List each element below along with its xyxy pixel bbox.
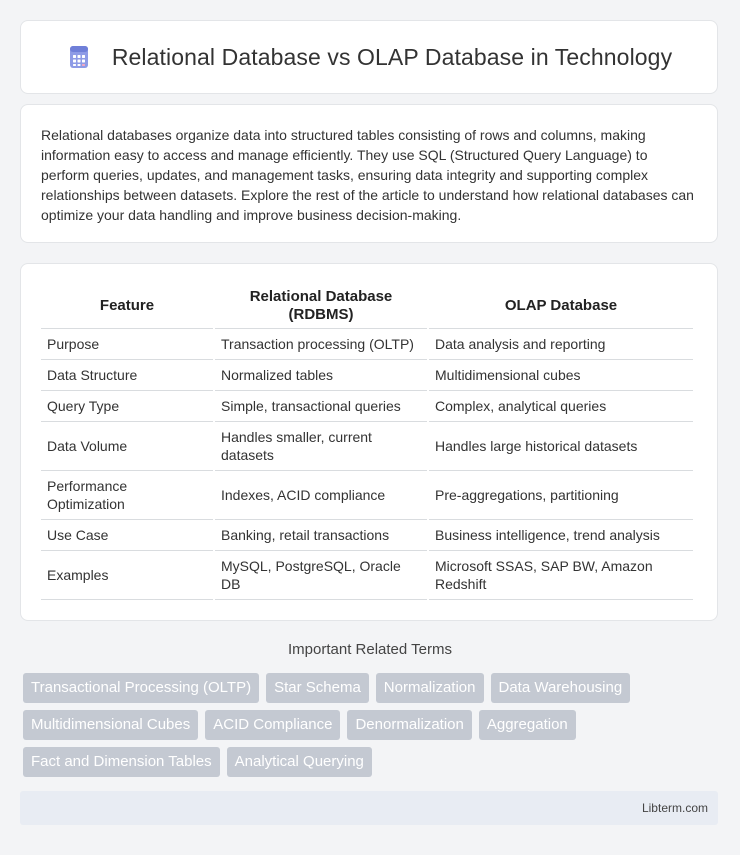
comparison-table xyxy=(39,284,695,600)
related-term-tag[interactable]: Denormalization xyxy=(347,710,471,740)
related-terms-list xyxy=(23,673,713,777)
table-row xyxy=(41,520,693,551)
intro-paragraph: Relational databases organize data into structured tables consisting of rows and columns, making information easy to access and manage efficiently. They use SQL (Structured Query Language) to perform queries, updates, and management tasks, ensuring data integrity and supporting complex relationships between datasets. Explore the rest of the article to understand how relational databases can optimize your data handling and improve business decision-making. xyxy=(41,127,694,223)
table-cell: Purpose xyxy=(41,329,213,360)
page-title: Relational Database vs OLAP Database in Technology xyxy=(111,43,673,70)
table-row xyxy=(41,391,693,422)
table-cell: Complex, analytical queries xyxy=(429,391,693,422)
table-cell: Multidimensional cubes xyxy=(429,360,693,391)
header-feature: Feature xyxy=(41,284,213,329)
table-cell: Banking, retail transactions xyxy=(215,520,427,551)
table-cell: Transaction processing (OLTP) xyxy=(215,329,427,360)
table-cell: Handles smaller, current datasets xyxy=(215,422,427,471)
related-term-tag[interactable]: Data Warehousing xyxy=(491,673,631,703)
table-cell: Handles large historical datasets xyxy=(429,422,693,471)
related-terms-title: Important Related Terms xyxy=(288,641,452,658)
table-cell: Performance Optimization xyxy=(41,471,213,520)
table-row xyxy=(41,471,693,520)
related-term-tag[interactable]: Aggregation xyxy=(479,710,576,740)
related-term-tag[interactable]: Analytical Querying xyxy=(227,747,372,777)
table-cell: Simple, transactional queries xyxy=(215,391,427,422)
table-row xyxy=(41,551,693,600)
table-cell: Microsoft SSAS, SAP BW, Amazon Redshift xyxy=(429,551,693,600)
related-term-tag[interactable]: Normalization xyxy=(376,673,484,703)
table-row xyxy=(41,360,693,391)
table-cell: MySQL, PostgreSQL, Oracle DB xyxy=(215,551,427,600)
calculator-grid-icon xyxy=(66,44,92,70)
table-header-row xyxy=(41,284,693,329)
table-cell: Data Volume xyxy=(41,422,213,471)
table-cell: Use Case xyxy=(41,520,213,551)
table-cell: Data Structure xyxy=(41,360,213,391)
header-olap: OLAP Database xyxy=(429,284,693,329)
table-cell: Indexes, ACID compliance xyxy=(215,471,427,520)
table-cell: Normalized tables xyxy=(215,360,427,391)
related-term-tag[interactable]: Multidimensional Cubes xyxy=(23,710,198,740)
related-term-tag[interactable]: Star Schema xyxy=(266,673,369,703)
title-card xyxy=(20,20,718,94)
table-cell: Examples xyxy=(41,551,213,600)
table-cell: Business intelligence, trend analysis xyxy=(429,520,693,551)
comparison-card xyxy=(20,263,718,621)
related-term-tag[interactable]: ACID Compliance xyxy=(205,710,340,740)
related-term-tag[interactable]: Transactional Processing (OLTP) xyxy=(23,673,259,703)
header-relational: Relational Database (RDBMS) xyxy=(215,284,427,329)
related-term-tag[interactable]: Fact and Dimension Tables xyxy=(23,747,220,777)
table-cell: Query Type xyxy=(41,391,213,422)
table-row xyxy=(41,422,693,471)
table-row xyxy=(41,329,693,360)
footer xyxy=(20,791,718,825)
footer-brand-link[interactable]: Libterm.com xyxy=(641,801,708,815)
table-cell: Data analysis and reporting xyxy=(429,329,693,360)
table-cell: Pre-aggregations, partitioning xyxy=(429,471,693,520)
intro-card xyxy=(20,104,718,243)
